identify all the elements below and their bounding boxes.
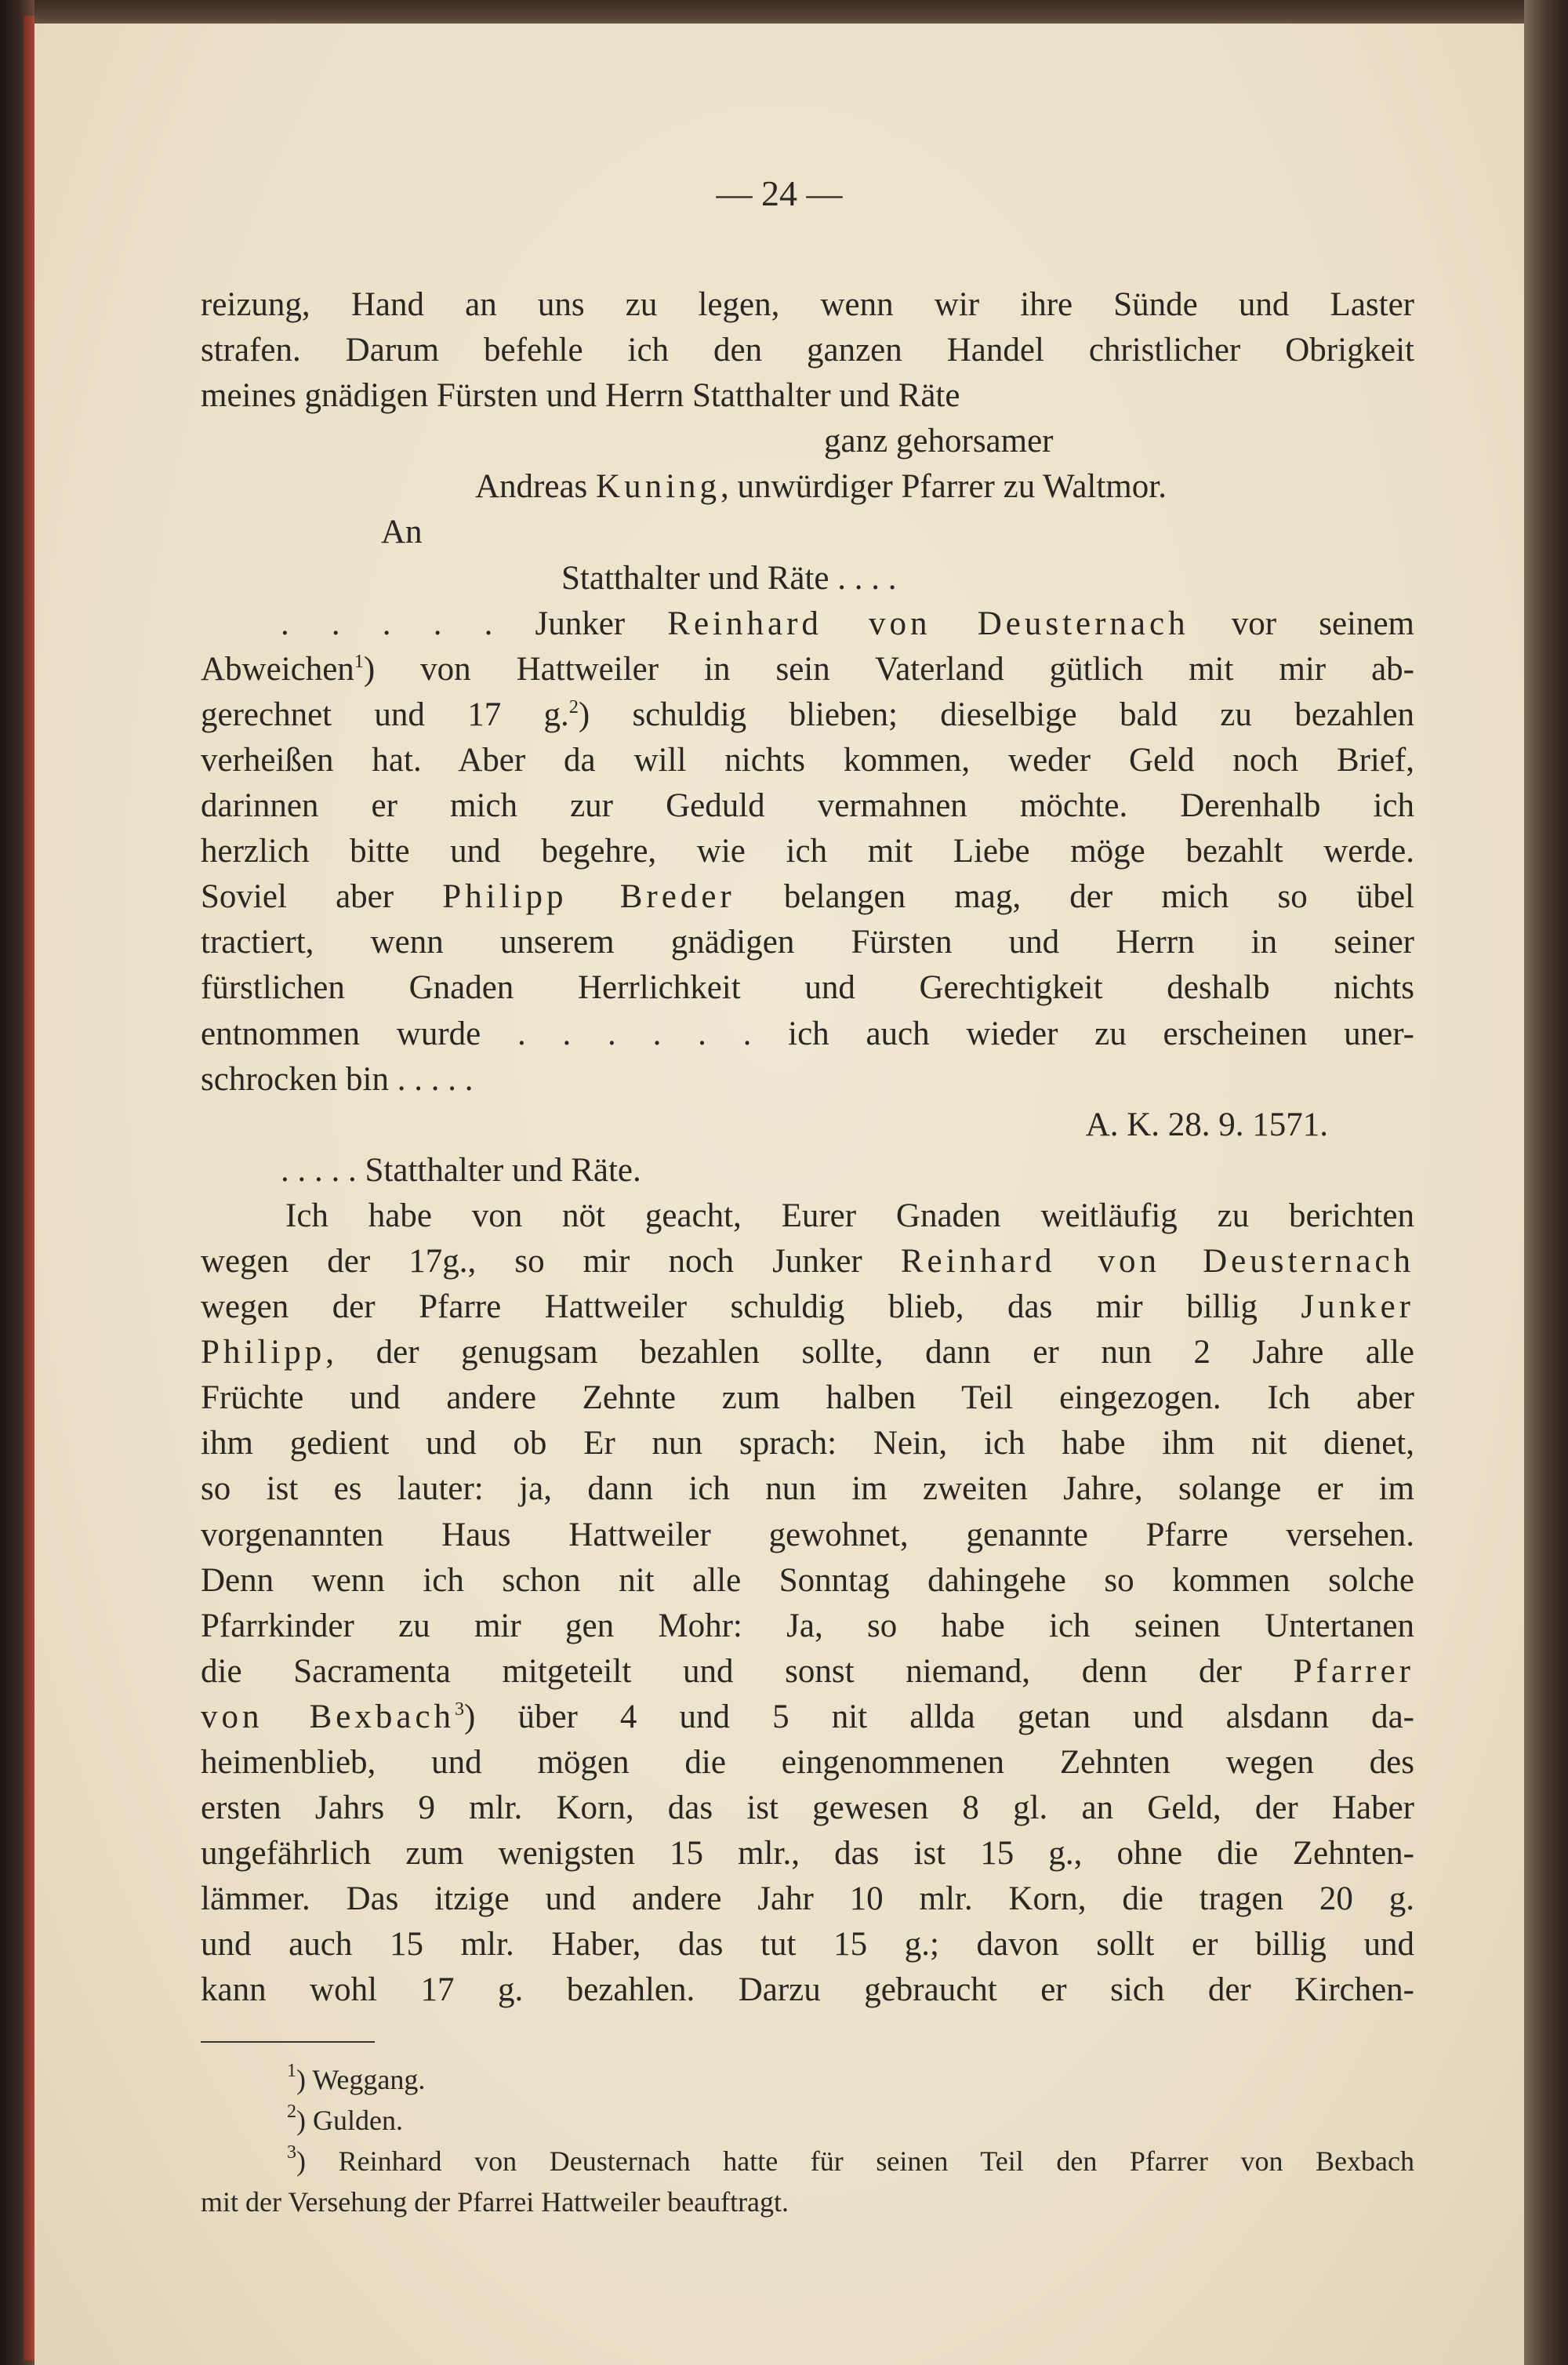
person-name: Junker (1301, 1288, 1414, 1326)
footnotes (201, 2059, 1414, 2222)
emphasis-word: Pfarrer (1293, 1652, 1414, 1690)
address-recipient: . . . . . Statthalter und Räte. (281, 1151, 641, 1189)
person-name: Reinhard von Deusternach (667, 605, 1189, 642)
person-name: Philipp Breder (442, 878, 735, 916)
text-span: die Sacramenta mitgeteilt und sonst niemand, denn der (201, 1652, 1294, 1690)
text-span: ) über 4 und 5 nit allda getan und alsdann da- (464, 1698, 1414, 1735)
address-an: An (381, 514, 423, 551)
text-span: . . . . . Junker (281, 605, 668, 642)
text-line: fürstlichen Gnaden Herrlichkeit und Gerechtigkeit deshalb nichts (201, 969, 1414, 1007)
page-number: — 24 — (716, 173, 843, 213)
footnote-3 (201, 2141, 1414, 2182)
text-line: so ist es lauter: ja, dann ich nun im zweiten Jahre, solange er im (201, 1470, 1414, 1508)
footnote-ref: 2 (568, 696, 579, 717)
text-line: tractiert, wenn unserem gnädigen Fürsten und Herrn in seiner (201, 924, 1414, 961)
text-line: verheißen hat. Aber da will nichts kommen, weder Geld noch Brief, (201, 741, 1414, 779)
text-line: herzlich bitte und begehre, wie ich mit Liebe möge bezahlt werde. (201, 833, 1414, 870)
page-edge-red (24, 16, 34, 2360)
footnote-text: ) Weggang. (296, 2064, 426, 2095)
text-line: meines gnädigen Fürsten und Herrn Statthalter und Räte (201, 377, 960, 415)
footnote-text: ) Reinhard von Deusternach hatte für seinen Teil den Pfarrer von Bexbach (296, 2145, 1414, 2177)
footnote-3-continued: mit der Versehung der Pfarrei Hattweiler beauftragt. (201, 2186, 789, 2218)
signature-name (201, 464, 1414, 510)
text-line (201, 874, 1414, 920)
text-span: vor seinem (1189, 605, 1415, 642)
footnote-mark: 2 (287, 2102, 296, 2122)
text-span: gerechnet und 17 g. (201, 696, 569, 733)
text-line: reizung, Hand an uns zu legen, wenn wir ihre Sünde und Laster (201, 286, 1414, 323)
text-line: Früchte und andere Zehnte zum halben Teil eingezogen. Ich aber (201, 1379, 1414, 1417)
text-line: vorgenannten Haus Hattweiler gewohnet, genannte Pfarre versehen. (201, 1516, 1414, 1553)
text-span: Andreas (475, 468, 597, 506)
text-line: ersten Jahrs 9 mlr. Korn, das ist gewesen 8 gl. an Geld, der Haber (201, 1789, 1414, 1827)
footnote-2 (201, 2100, 1414, 2141)
text-line (201, 647, 1414, 692)
text-line: darinnen er mich zur Geduld vermahnen möchte. Derenhalb ich (201, 787, 1414, 825)
archive-reference: A. K. 28. 9. 1571. (1085, 1106, 1328, 1143)
text-line (201, 692, 1414, 738)
text-line: strafen. Darum befehle ich den ganzen Handel christlicher Obrigkeit (201, 332, 1414, 369)
text-span: wegen der Pfarre Hattweiler schuldig blieb, das mir billig (201, 1288, 1301, 1326)
text-line (201, 1649, 1414, 1695)
main-text (201, 282, 1414, 2014)
address-recipient: Statthalter und Räte . . . . (561, 559, 897, 597)
text-line (201, 1239, 1414, 1284)
text-span: ) von Hattweiler in sein Vaterland gütlich mit mir ab- (363, 650, 1414, 688)
text-span: , der genugsam bezahlen sollte, dann er nun 2 Jahre alle (325, 1334, 1414, 1371)
signature-closing: ganz gehorsamer (824, 423, 1054, 460)
text-span: belangen mag, der mich so übel (735, 878, 1414, 916)
text-span: Abweichen (201, 650, 354, 688)
person-name: Philipp (201, 1334, 326, 1371)
text-line (201, 1695, 1414, 1740)
text-line: Pfarrkinder zu mir gen Mohr: Ja, so habe ich seinen Untertanen (201, 1607, 1414, 1644)
footnote-ref: 3 (455, 1698, 465, 1720)
text-line: lämmer. Das itzige und andere Jahr 10 mlr. Korn, die tragen 20 g. (201, 1880, 1414, 1918)
text-span: wegen der 17g., so mir noch Junker (201, 1242, 901, 1280)
text-span: , unwürdiger Pfarrer zu Waltmor. (720, 468, 1167, 506)
text-line: kann wohl 17 g. bezahlen. Darzu gebraucht er sich der Kirchen- (201, 1971, 1414, 2009)
place-name: von Bexbach (201, 1698, 456, 1735)
text-line: und auch 15 mlr. Haber, das tut 15 g.; davon sollt er billig und (201, 1926, 1414, 1964)
text-line: ungefährlich zum wenigsten 15 mlr., das ist 15 g., ohne die Zehnten- (201, 1835, 1414, 1873)
person-name: Kuning (596, 468, 721, 506)
text-line (201, 1284, 1414, 1330)
person-name: Reinhard von Deusternach (900, 1242, 1414, 1280)
text-line: Ich habe von nöt geacht, Eurer Gnaden weitläufig zu berichten (285, 1197, 1414, 1234)
footnote-1 (201, 2059, 1414, 2100)
text-line: Denn wenn ich schon nit alle Sonntag dahingehe so kommen solche (201, 1561, 1414, 1599)
text-span: ) schuldig blieben; dieselbige bald zu bezahlen (578, 696, 1414, 733)
text-line: ihm gedient und ob Er nun sprach: Nein, ich habe ihm nit dienet, (201, 1425, 1414, 1462)
footnote-mark: 1 (287, 2061, 296, 2081)
text-line (201, 601, 1414, 647)
text-line (201, 1330, 1414, 1375)
text-line: schrocken bin . . . . . (201, 1060, 474, 1098)
book-page (34, 24, 1524, 2365)
footnote-mark: 3 (287, 2142, 296, 2163)
book-cover-right (1524, 0, 1568, 2365)
footnote-text: ) Gulden. (296, 2105, 403, 2136)
text-span: Soviel aber (201, 878, 443, 916)
footnote-divider (201, 2041, 375, 2043)
text-line: heimenblieb, und mögen die eingenommenen Zehnten wegen des (201, 1744, 1414, 1781)
text-line: entnommen wurde . . . . . . ich auch wieder zu erscheinen uner- (201, 1015, 1414, 1052)
footnote-ref: 1 (354, 651, 364, 672)
